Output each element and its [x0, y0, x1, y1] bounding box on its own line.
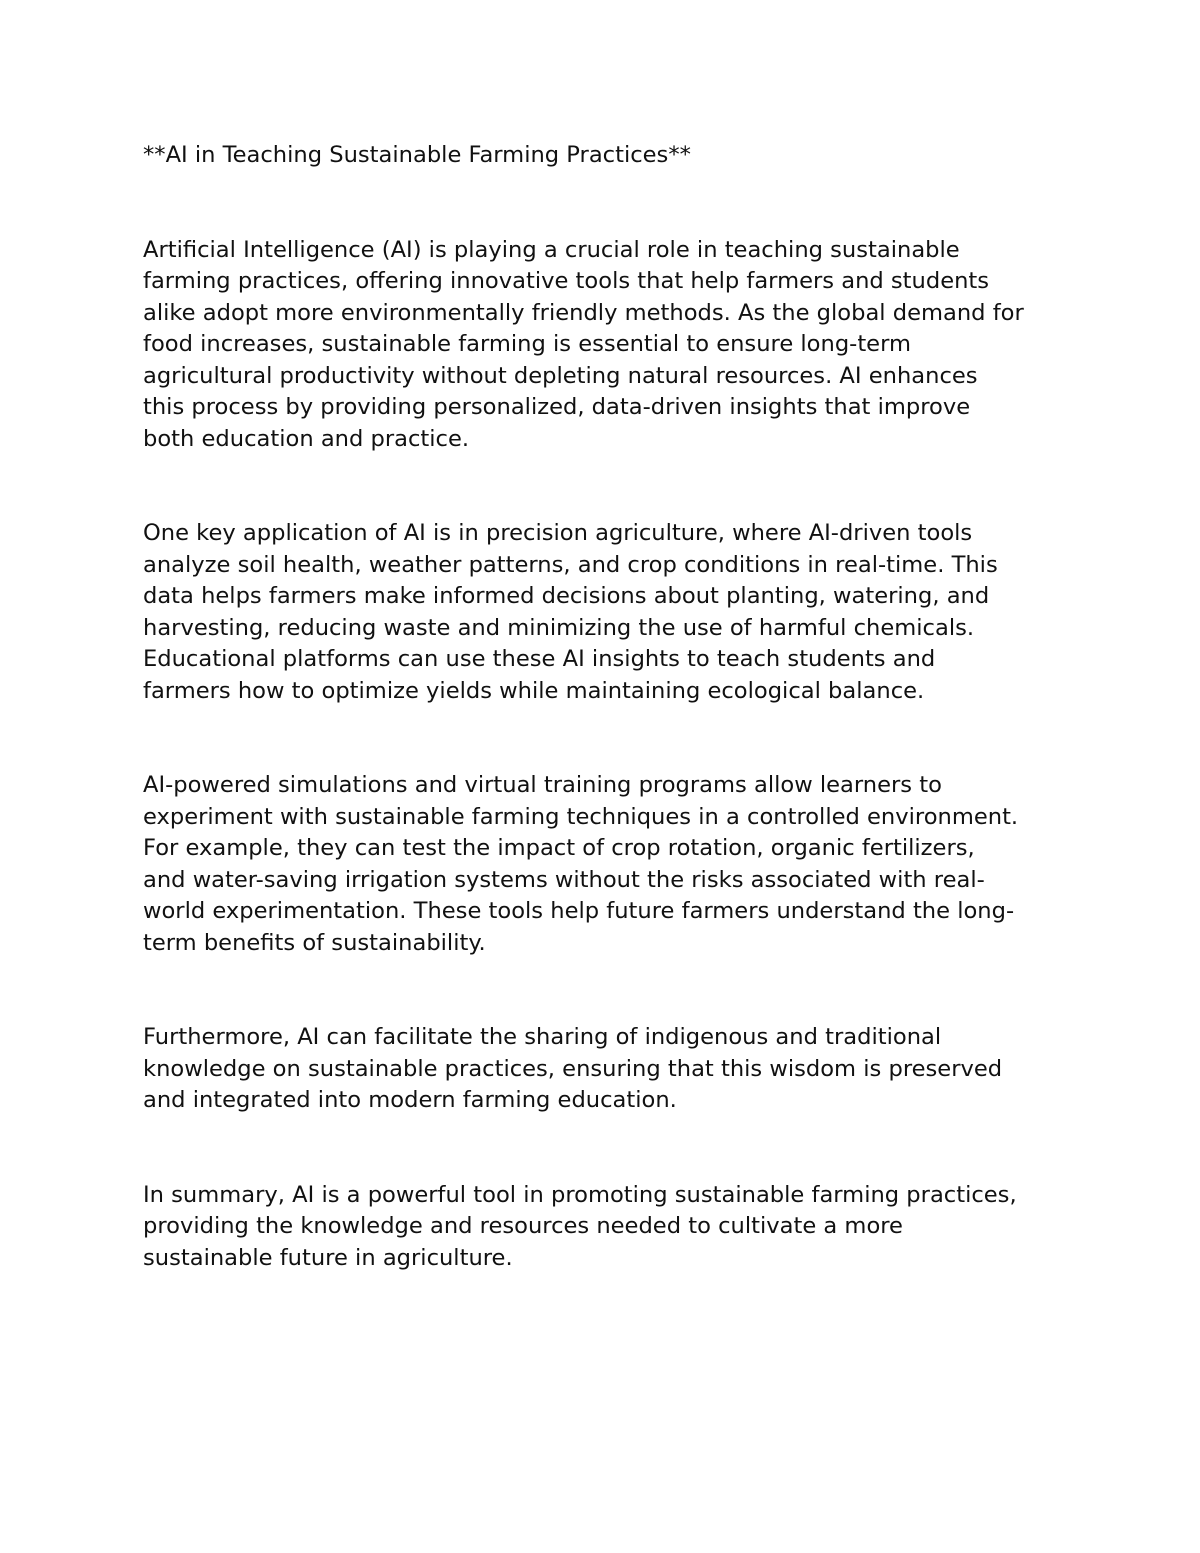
paragraph-introduction	[143, 235, 1073, 456]
paragraph-indigenous-knowledge	[143, 1022, 1073, 1117]
paragraph-line: world experimentation. These tools help future farmers understand the long-	[143, 898, 1015, 924]
paragraph-line: Educational platforms can use these AI insights to teach students and	[143, 646, 936, 672]
paragraph-line: In summary, AI is a powerful tool in promoting sustainable farming practices,	[143, 1181, 1017, 1208]
paragraph-line: alike adopt more environmentally friendly methods. As the global demand for	[143, 299, 1024, 326]
paragraph-line: knowledge on sustainable practices, ensuring that this wisdom is preserved	[143, 1055, 1003, 1082]
paragraph-line: data helps farmers make informed decisions about planting, watering, and	[143, 583, 990, 609]
paragraph-line: Artificial Intelligence (AI) is playing a crucial role in teaching sustainable	[143, 236, 960, 263]
paragraph-line: AI-powered simulations and virtual training programs allow learners to	[143, 772, 942, 798]
paragraph-line: harvesting, reducing waste and minimizing the use of harmful chemicals.	[143, 614, 975, 641]
paragraph-line: For example, they can test the impact of crop rotation, organic fertilizers,	[143, 835, 975, 861]
paragraph-summary	[143, 1180, 1073, 1275]
paragraph-line: and integrated into modern farming education.	[143, 1087, 677, 1113]
document-body	[143, 140, 1073, 1274]
paragraph-line: this process by providing personalized, data-driven insights that improve	[143, 394, 971, 420]
paragraph-line: analyze soil health, weather patterns, and crop conditions in real-time. This	[143, 551, 998, 578]
paragraph-line: term benefits of sustainability.	[143, 929, 486, 956]
paragraph-line: experiment with sustainable farming techniques in a controlled environment.	[143, 803, 1019, 830]
paragraph-line: farming practices, offering innovative tools that help farmers and students	[143, 268, 990, 294]
paragraph-line: agricultural productivity without depleting natural resources. AI enhances	[143, 362, 978, 389]
paragraph-simulations	[143, 770, 1073, 959]
paragraph-line: One key application of AI is in precision agriculture, where AI-driven tools	[143, 520, 973, 546]
paragraph-line: both education and practice.	[143, 425, 470, 452]
paragraph-line: providing the knowledge and resources needed to cultivate a more	[143, 1213, 903, 1239]
paragraph-precision-agriculture	[143, 518, 1073, 707]
paragraph-line: Furthermore, AI can facilitate the sharing of indigenous and traditional	[143, 1024, 942, 1050]
paragraph-line: and water-saving irrigation systems without the risks associated with real-	[143, 866, 985, 893]
paragraph-line: farmers how to optimize yields while maintaining ecological balance.	[143, 677, 925, 704]
paragraph-line: sustainable future in agriculture.	[143, 1244, 513, 1271]
document-title: **AI in Teaching Sustainable Farming Practices**	[143, 142, 691, 168]
paragraph-line: food increases, sustainable farming is essential to ensure long-term	[143, 331, 911, 357]
